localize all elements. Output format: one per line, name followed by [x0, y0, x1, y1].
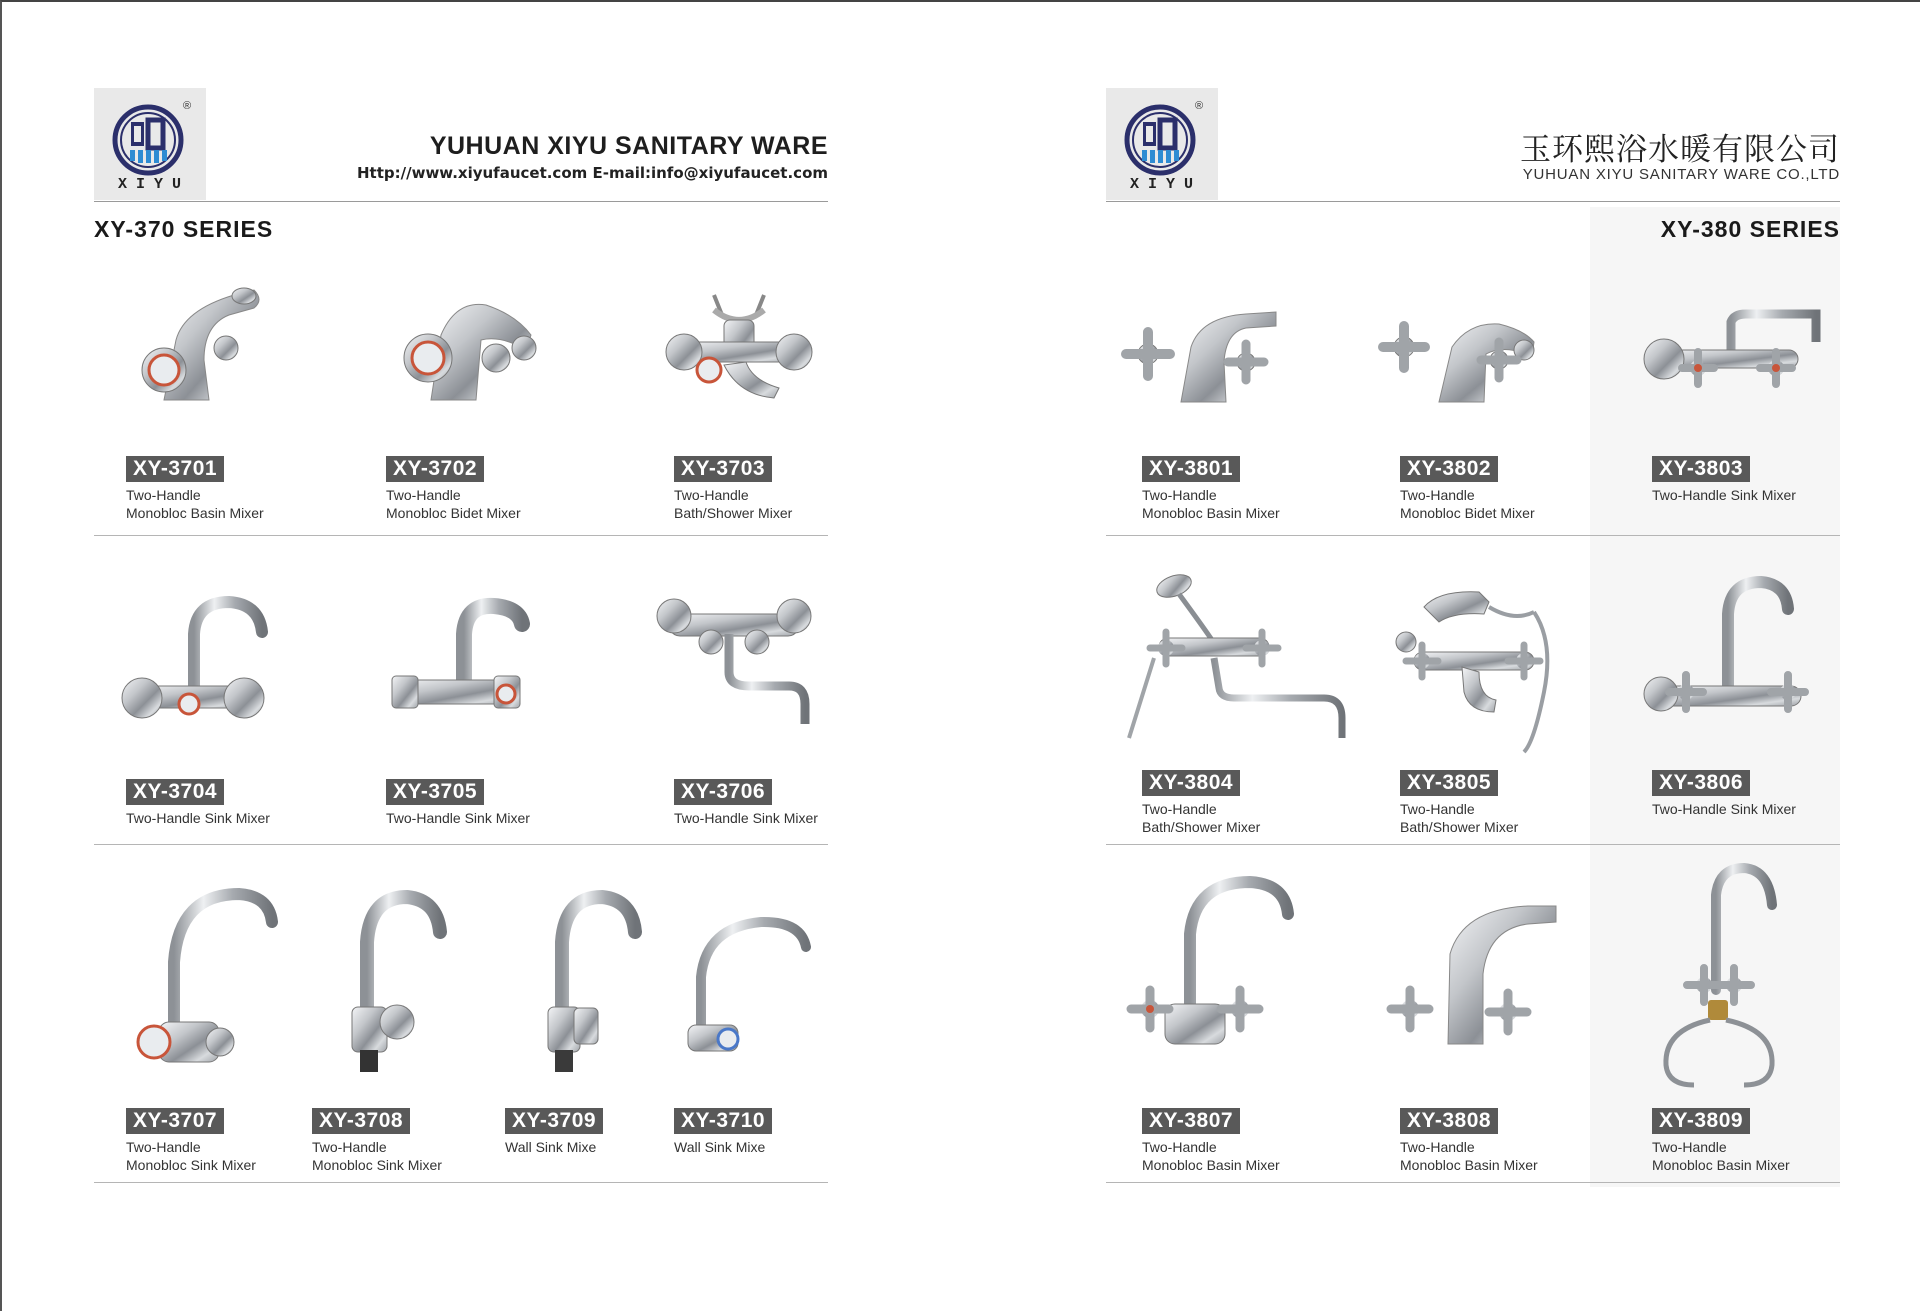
header-divider	[1106, 201, 1840, 202]
monobloc-sink-mixer-icon	[322, 882, 462, 1082]
product-code-xy-3801: XY-3801	[1142, 456, 1240, 482]
product-code-xy-3702: XY-3702	[386, 456, 484, 482]
company-logo	[94, 88, 206, 200]
product-desc: Two-Handle Monobloc Sink Mixer	[126, 1139, 256, 1173]
product-desc: Two-Handle Sink Mixer	[126, 810, 270, 826]
wall-sink-mixer-icon	[512, 882, 652, 1082]
product-desc: Two-Handle Monobloc Bidet Mixer	[386, 487, 521, 521]
bidet-mixer-icon	[376, 280, 546, 420]
product-desc: Two-Handle Monobloc Bidet Mixer	[1400, 487, 1535, 521]
product-image-xy-3808	[1378, 894, 1568, 1064]
row-divider	[1106, 535, 1840, 536]
product-desc: Two-Handle Monobloc Basin Mixer	[1142, 1139, 1280, 1173]
product-code-xy-3703: XY-3703	[674, 456, 772, 482]
product-image-xy-3707	[124, 882, 294, 1082]
monobloc-sink-mixer-icon	[124, 882, 294, 1082]
product-image-xy-3803	[1636, 292, 1826, 422]
product-desc: Two-Handle Monobloc Basin Mixer	[126, 487, 264, 521]
registered-mark: ®	[1195, 100, 1204, 112]
row-divider	[94, 535, 828, 536]
product-desc: Two-Handle Bath/Shower Mixer	[1400, 801, 1519, 835]
product-image-xy-3706	[649, 594, 824, 744]
company-name-chinese: 玉环熙浴水暖有限公司	[1520, 132, 1840, 168]
cross-handle-icon	[1126, 332, 1170, 376]
product-image-xy-3708	[322, 882, 462, 1082]
row-divider	[94, 1182, 828, 1183]
logo-wordmark: XIYU	[1129, 176, 1202, 193]
product-desc: Two-Handle Sink Mixer	[1652, 801, 1796, 817]
wall-sink-mixer-icon	[1636, 292, 1826, 422]
bath-shower-mixer-icon	[654, 280, 824, 420]
product-desc: Two-Handle Monobloc Basin Mixer	[1142, 487, 1280, 521]
product-code-xy-3804: XY-3804	[1142, 770, 1240, 796]
header-divider	[94, 201, 828, 202]
basin-mixer-icon	[1116, 292, 1286, 422]
series-title: XY-380 SERIES	[1660, 216, 1840, 242]
wall-sink-mixer-icon	[676, 907, 826, 1067]
product-code-xy-3708: XY-3708	[312, 1108, 410, 1134]
product-image-xy-3709	[512, 882, 652, 1082]
product-code-xy-3704: XY-3704	[126, 779, 224, 805]
product-code-xy-3701: XY-3701	[126, 456, 224, 482]
sink-mixer-icon	[374, 594, 544, 744]
logo-wordmark: XIYU	[117, 176, 190, 193]
product-desc: Two-Handle Monobloc Basin Mixer	[1652, 1139, 1790, 1173]
product-desc: Two-Handle Monobloc Basin Mixer	[1400, 1139, 1538, 1173]
product-image-xy-3805	[1384, 582, 1564, 762]
product-desc: Two-Handle Bath/Shower Mixer	[1142, 801, 1261, 835]
row-divider	[1106, 1182, 1840, 1183]
product-desc: Wall Sink Mixe	[674, 1139, 766, 1155]
product-desc: Two-Handle Monobloc Sink Mixer	[312, 1139, 442, 1173]
product-desc: Two-Handle Sink Mixer	[674, 810, 818, 826]
sink-mixer-icon	[114, 594, 284, 744]
product-image-xy-3806	[1636, 574, 1826, 734]
product-image-xy-3804	[1124, 568, 1354, 748]
product-image-xy-3807	[1120, 874, 1310, 1064]
company-contact: Http://www.xiyufaucet.com E-mail:info@xiyufaucet.com	[357, 164, 828, 182]
product-code-xy-3802: XY-3802	[1400, 456, 1498, 482]
product-image-xy-3702	[376, 280, 546, 420]
wall-sink-mixer-icon	[1636, 574, 1826, 734]
product-desc: Two-Handle Bath/Shower Mixer	[674, 487, 793, 521]
product-code-xy-3707: XY-3707	[126, 1108, 224, 1134]
left-page	[94, 2, 828, 1313]
product-code-xy-3709: XY-3709	[505, 1108, 603, 1134]
product-image-xy-3701	[114, 280, 284, 420]
product-code-xy-3805: XY-3805	[1400, 770, 1498, 796]
product-image-xy-3710	[676, 907, 826, 1067]
bidet-mixer-icon	[1374, 292, 1544, 422]
xiyu-emblem-icon	[112, 100, 188, 180]
company-logo	[1106, 88, 1218, 200]
registered-mark: ®	[183, 100, 192, 112]
product-image-xy-3809	[1644, 860, 1804, 1092]
wall-sink-mixer-icon	[649, 594, 824, 744]
product-desc: Two-Handle Sink Mixer	[386, 810, 530, 826]
product-code-xy-3710: XY-3710	[674, 1108, 772, 1134]
row-divider	[1106, 844, 1840, 845]
xiyu-emblem-icon	[1124, 100, 1200, 180]
product-image-xy-3704	[114, 594, 284, 744]
product-desc: Wall Sink Mixe	[505, 1139, 597, 1155]
product-code-xy-3706: XY-3706	[674, 779, 772, 805]
basin-mixer-icon	[1120, 874, 1310, 1064]
basin-mixer-icon	[1644, 860, 1804, 1092]
product-image-xy-3705	[374, 594, 544, 744]
product-code-xy-3806: XY-3806	[1652, 770, 1750, 796]
product-code-xy-3803: XY-3803	[1652, 456, 1750, 482]
product-desc: Two-Handle Sink Mixer	[1652, 487, 1796, 503]
basin-mixer-icon	[114, 280, 284, 420]
product-image-xy-3703	[654, 280, 824, 420]
product-code-xy-3808: XY-3808	[1400, 1108, 1498, 1134]
series-title: XY-370 SERIES	[94, 216, 274, 242]
right-page	[1106, 2, 1840, 1313]
product-code-xy-3807: XY-3807	[1142, 1108, 1240, 1134]
product-image-xy-3802	[1374, 292, 1544, 422]
company-name: YUHUAN XIYU SANITARY WARE	[429, 132, 828, 160]
basin-mixer-icon	[1378, 894, 1568, 1064]
product-code-xy-3809: XY-3809	[1652, 1108, 1750, 1134]
row-divider	[94, 844, 828, 845]
company-name-english: YUHUAN XIYU SANITARY WARE CO.,LTD	[1522, 166, 1840, 183]
bath-shower-mixer-icon	[1124, 568, 1354, 748]
bath-shower-mixer-icon	[1384, 582, 1564, 762]
product-image-xy-3801	[1116, 292, 1286, 422]
product-code-xy-3705: XY-3705	[386, 779, 484, 805]
